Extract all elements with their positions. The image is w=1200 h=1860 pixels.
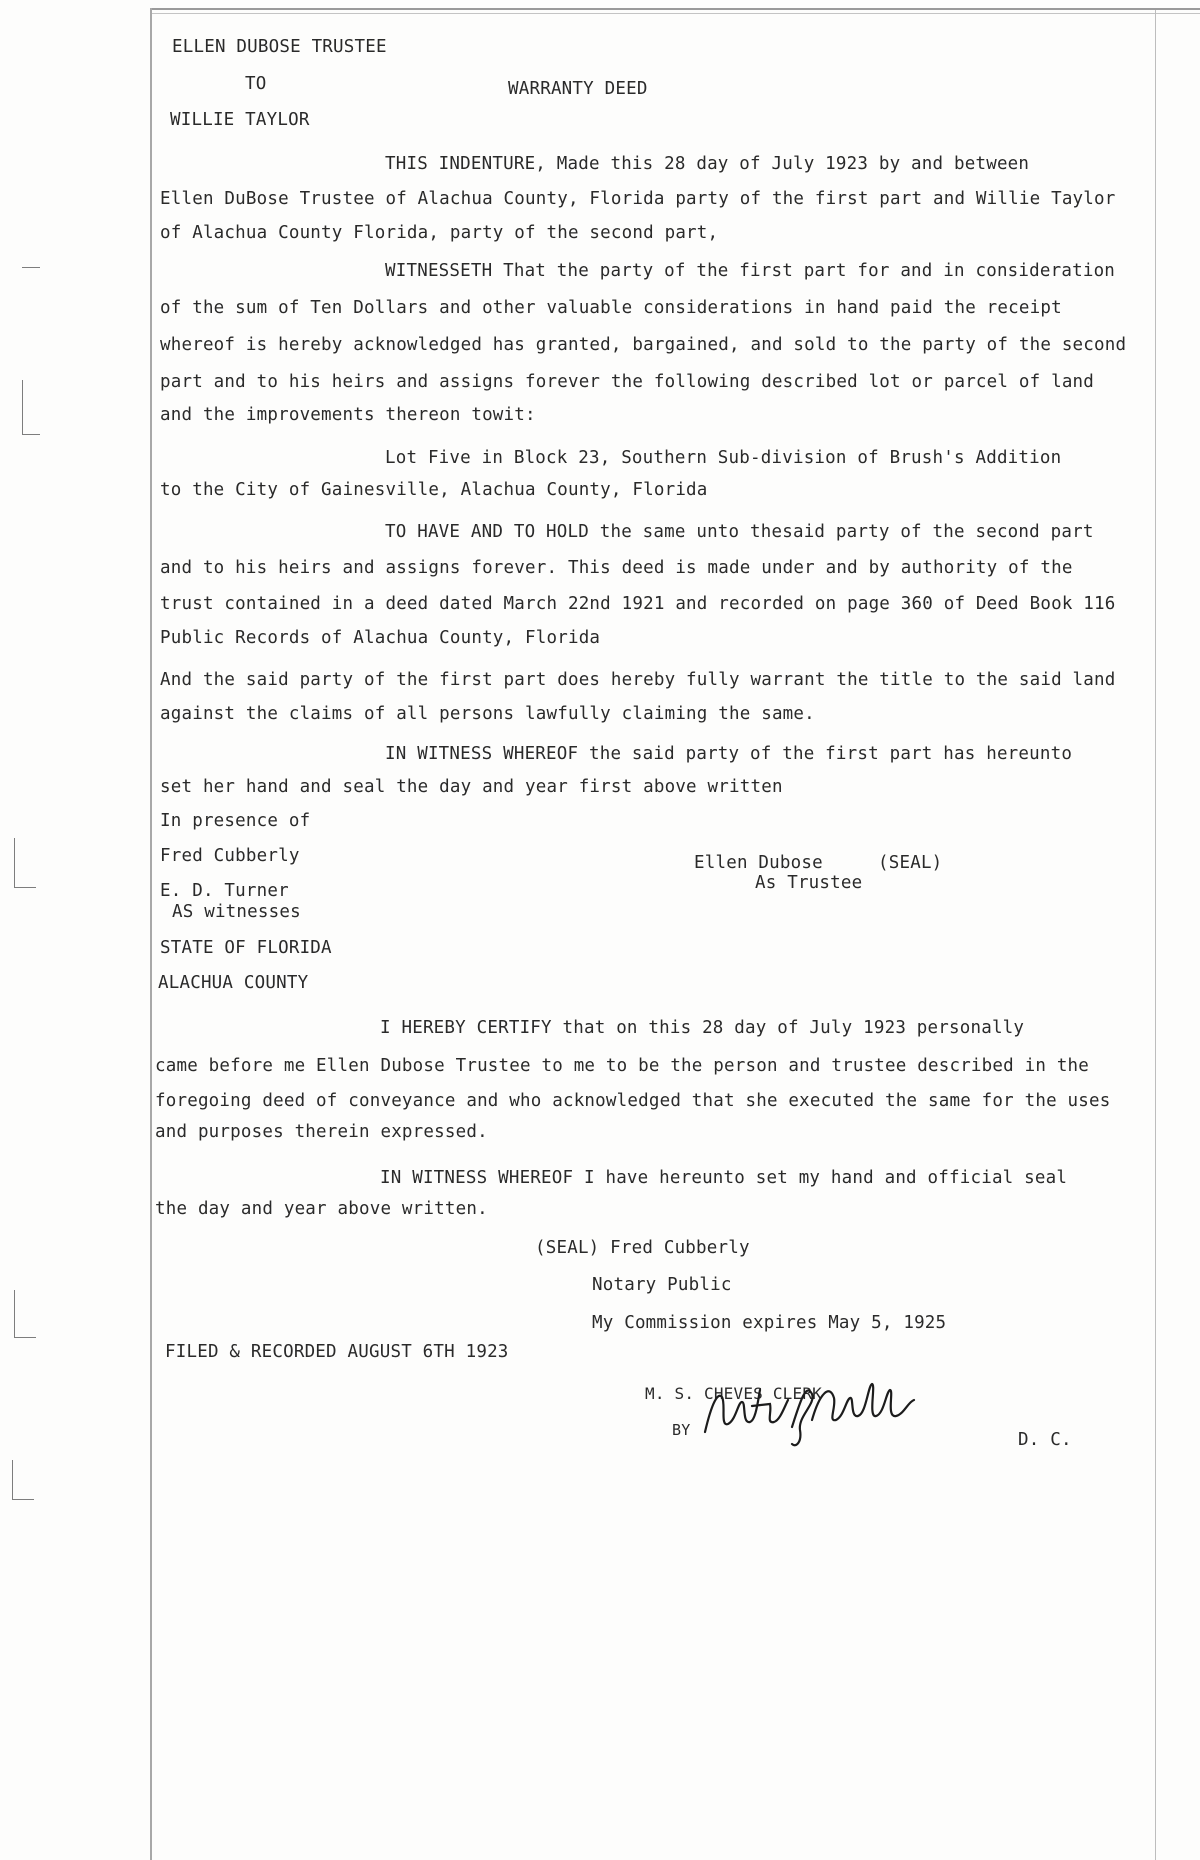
body-line: whereof is hereby acknowledged has granted, bargained, and sold to the party of the second: [160, 335, 1127, 355]
body-line: trust contained in a deed dated March 22nd 1921 and recorded on page 360 of Deed Book 116: [160, 594, 1116, 614]
margin-bracket: [14, 1290, 15, 1338]
body-line: WITNESSETH That the party of the first part for and in consideration: [385, 261, 1116, 281]
margin-bracket: [12, 1460, 13, 1500]
margin-bracket: [14, 838, 15, 888]
acknowledgment-line: foregoing deed of conveyance and who acknowledged that she executed the same for the uses: [155, 1091, 1111, 1111]
margin-bracket: [22, 380, 23, 435]
grantor-seal: (SEAL): [878, 853, 943, 873]
witness-label: AS witnesses: [172, 902, 301, 922]
margin-tick: [12, 1499, 34, 1500]
acknowledgment-line: the day and year above written.: [155, 1199, 488, 1219]
acknowledgment-line: IN WITNESS WHEREOF I have hereunto set my hand and official seal: [380, 1168, 1068, 1188]
body-line: IN WITNESS WHEREOF the said party of the first part has hereunto: [385, 744, 1073, 764]
body-line: against the claims of all persons lawfully claiming the same.: [160, 704, 815, 724]
notary-commission: My Commission expires May 5, 1925: [592, 1313, 947, 1333]
top-border: [150, 8, 1200, 10]
top-border-secondary: [150, 13, 1200, 14]
margin-tick: [14, 1337, 36, 1338]
body-line: of Alachua County Florida, party of the second part,: [160, 223, 719, 243]
body-line: and the improvements thereon towit:: [160, 405, 536, 425]
handwritten-signature: [700, 1372, 930, 1452]
body-line: set her hand and seal the day and year first above written: [160, 777, 783, 797]
clerk-name: M. S. CHEVES CLERK: [645, 1384, 822, 1403]
venue-state: STATE OF FLORIDA: [160, 938, 332, 958]
venue-county: ALACHUA COUNTY: [158, 973, 309, 993]
body-line: TO HAVE AND TO HOLD the same unto thesaid party of the second part: [385, 522, 1094, 542]
witness-name: E. D. Turner: [160, 881, 289, 901]
margin-tick: [22, 267, 40, 268]
acknowledgment-line: and purposes therein expressed.: [155, 1122, 488, 1142]
property-description: Lot Five in Block 23, Southern Sub-division of Brush's Addition: [385, 448, 1062, 468]
margin-tick: [14, 887, 36, 888]
right-margin-rule: [1155, 10, 1156, 1860]
to-heading: TO: [245, 74, 267, 94]
body-line: THIS INDENTURE, Made this 28 day of July 1923 by and between: [385, 154, 1030, 174]
body-line: and to his heirs and assigns forever. This deed is made under and by authority of the: [160, 558, 1073, 578]
grantor-capacity: As Trustee: [755, 873, 863, 893]
filing-record: FILED & RECORDED AUGUST 6TH 1923: [165, 1342, 509, 1362]
witness-name: Fred Cubberly: [160, 846, 300, 866]
body-line: And the said party of the first part does hereby fully warrant the title to the said land: [160, 670, 1116, 690]
property-description-cont: to the City of Gainesville, Alachua County, Florida: [160, 480, 708, 500]
margin-tick: [22, 434, 40, 435]
acknowledgment-line: I HEREBY CERTIFY that on this 28 day of July 1923 personally: [380, 1018, 1025, 1038]
left-margin-rule: [150, 8, 152, 1860]
by-label: BY: [672, 1421, 691, 1439]
grantor-signature-name: Ellen Dubose: [694, 853, 823, 873]
body-line: In presence of: [160, 811, 311, 831]
grantor-heading: ELLEN DUBOSE TRUSTEE: [172, 37, 387, 57]
notary-name: (SEAL) Fred Cubberly: [535, 1238, 750, 1258]
body-line: Public Records of Alachua County, Florida: [160, 628, 601, 648]
acknowledgment-line: came before me Ellen Dubose Trustee to me to be the person and trustee described in the: [155, 1056, 1090, 1076]
grantee-heading: WILLIE TAYLOR: [170, 110, 310, 130]
notary-title: Notary Public: [592, 1275, 732, 1295]
body-line: of the sum of Ten Dollars and other valuable considerations in hand paid the receipt: [160, 298, 1062, 318]
document-title: WARRANTY DEED: [508, 79, 648, 99]
body-line: part and to his heirs and assigns forever the following described lot or parcel of land: [160, 372, 1095, 392]
body-line: Ellen DuBose Trustee of Alachua County, Florida party of the first part and Willie Taylor: [160, 189, 1116, 209]
deputy-clerk-label: D. C.: [1018, 1430, 1072, 1450]
